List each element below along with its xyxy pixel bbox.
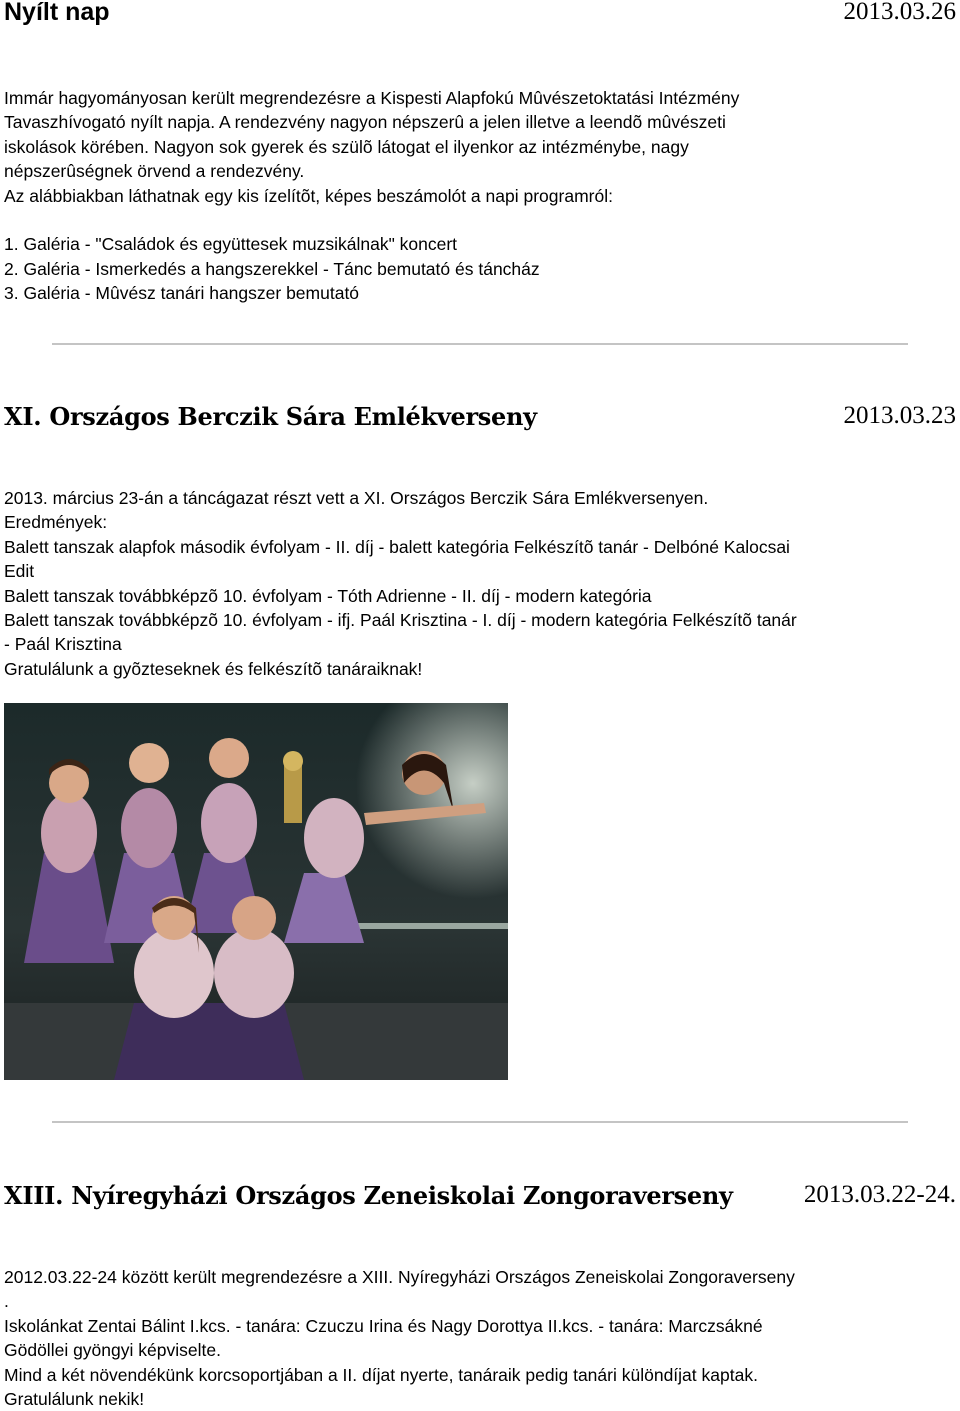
post-title: XIII. Nyíregyházi Országos Zeneiskolai Zongoraverseny bbox=[4, 1181, 733, 1210]
paragraph-line: Eredmények: bbox=[4, 512, 108, 533]
paragraph-line: Gödöllei gyöngyi képviselte. bbox=[4, 1340, 221, 1361]
paragraph-line: . bbox=[4, 1291, 9, 1312]
gallery-link-2[interactable]: 2. Galéria - Ismerkedés a hangszerekkel - Tánc bemutató és táncház bbox=[4, 258, 540, 279]
post-body-nyiregyhaza bbox=[4, 1265, 954, 1411]
paragraph-line: Balett tanszak továbbképzõ 10. évfolyam - ifj. Paál Krisztina - I. díj - modern kategória Felkészítõ tanár bbox=[4, 610, 797, 631]
dancers-group-photo bbox=[4, 703, 508, 1080]
paragraph-line: Tavaszhívogató nyílt napja. A rendezvény nagyon népszerû a jelen illetve a leendõ mûvészeti bbox=[4, 112, 726, 133]
post-date: 2013.03.26 bbox=[843, 0, 956, 25]
post-header-nyilt-nap bbox=[4, 0, 956, 38]
post-header-berczik bbox=[4, 402, 956, 442]
paragraph-line: - Paál Krisztina bbox=[4, 634, 122, 655]
paragraph-line: Gratulálunk nekik! bbox=[4, 1389, 145, 1410]
paragraph-line: 2013. március 23-án a táncágazat részt vett a XI. Országos Berczik Sára Emlékversenyen. bbox=[4, 488, 709, 508]
paragraph-line: Immár hagyományosan került megrendezésre a Kispesti Alapfokú Mûvészetoktatási Intézmény bbox=[4, 88, 740, 108]
paragraph-line: Az alábbiakban láthatnak egy kis ízelítõt, képes beszámolót a napi programról: bbox=[4, 185, 613, 206]
paragraph-line: Balett tanszak alapfok második évfolyam - II. díj - balett kategória Felkészítõ tanár - Delbóné Kalocsai bbox=[4, 536, 790, 557]
divider bbox=[52, 1121, 908, 1123]
post-title: Nyílt nap bbox=[4, 0, 110, 26]
paragraph-line: Gratulálunk a gyõzteseknek és felkészítõ tanáraiknak! bbox=[4, 658, 423, 679]
post-header-nyiregyhaza bbox=[4, 1181, 956, 1221]
divider bbox=[52, 343, 908, 345]
paragraph-line: 2012.03.22-24 között került megrendezésre a XIII. Nyíregyházi Országos Zeneiskolai Zongoraverseny bbox=[4, 1267, 795, 1287]
gallery-link-1[interactable]: 1. Galéria - "Családok és együttesek muzsikálnak" koncert bbox=[4, 234, 458, 255]
post-date: 2013.03.23 bbox=[843, 402, 956, 429]
post-body-nyilt-nap bbox=[4, 86, 954, 306]
paragraph-line: Iskolánkat Zentai Bálint I.kcs. - tanára: Czuczu Irina és Nagy Dorottya II.kcs. - tanára: Marczsákné bbox=[4, 1315, 763, 1336]
post-date: 2013.03.22-24. bbox=[803, 1181, 956, 1208]
post-title: XI. Országos Berczik Sára Emlékverseny bbox=[4, 402, 537, 431]
paragraph-line: népszerûségnek örvend a rendezvény. bbox=[4, 161, 305, 182]
post-body-berczik bbox=[4, 486, 954, 681]
paragraph-line: iskolások körében. Nagyon sok gyerek és szülõ látogat el ilyenkor az intézménybe, nagy bbox=[4, 136, 689, 157]
gallery-link-3[interactable]: 3. Galéria - Mûvész tanári hangszer bemutató bbox=[4, 283, 360, 304]
paragraph-line: Balett tanszak továbbképzõ 10. évfolyam - Tóth Adrienne - II. díj - modern kategória bbox=[4, 585, 652, 606]
paragraph-line: Mind a két növendékünk korcsoportjában a II. díjat nyerte, tanáraik pedig tanári különdíjat kaptak. bbox=[4, 1364, 758, 1385]
paragraph-line: Edit bbox=[4, 561, 35, 582]
